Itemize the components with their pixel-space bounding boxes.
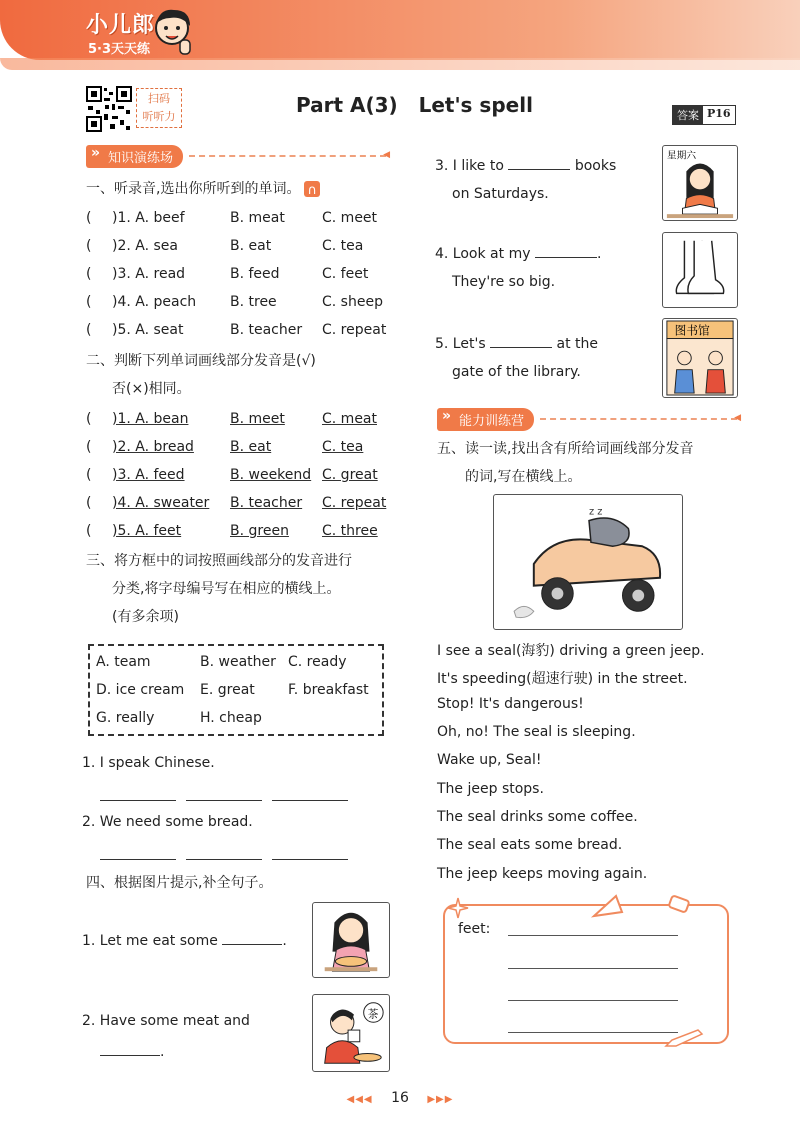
story-line: The jeep stops. xyxy=(437,781,544,797)
q5-heading-line1: 五、读一读,找出含有所给词画线部分发音 xyxy=(437,441,694,457)
answer-blank[interactable] xyxy=(100,800,176,801)
answer-blank[interactable] xyxy=(535,257,597,258)
answer-blank[interactable] xyxy=(508,935,678,936)
brand-subtitle: 5·3天天练 xyxy=(88,42,151,57)
q5-heading xyxy=(437,438,693,488)
q4-sentence-3-cont: on Saturdays. xyxy=(452,186,549,202)
q5-heading-line2: 的词,写在横线上。 xyxy=(465,469,582,485)
note-word: feet: xyxy=(458,921,491,937)
answer-blank[interactable] xyxy=(272,800,348,801)
story-line: Stop! It's dangerous! xyxy=(437,696,584,712)
story-line: It's speeding(超速行驶) in the street. xyxy=(437,671,688,687)
q1-heading-text: 一、听录音,选出你所听到的单词。 xyxy=(86,181,301,197)
q3-sentence-2: 2. We need some bread. xyxy=(82,814,253,830)
brand-logo: 小儿郎 xyxy=(86,12,156,38)
svg-text:z z: z z xyxy=(588,506,603,518)
next-arrows-icon: ▶▶▶ xyxy=(427,1094,454,1105)
q4-sentence-5: 5. Let's at the xyxy=(435,336,599,352)
q2-heading xyxy=(86,350,316,400)
list-item: ( )3. A. feed B. weekend C. great xyxy=(86,467,378,483)
story-line: Wake up, Seal! xyxy=(437,752,542,768)
q4-heading: 四、根据图片提示,补全句子。 xyxy=(86,875,273,891)
answer-blank[interactable] xyxy=(508,1032,678,1033)
pic5-label: 图书馆 xyxy=(674,323,710,338)
answer-tag xyxy=(672,105,736,125)
word-option: F. breakfast xyxy=(288,682,369,698)
boy-drinking-tea-image xyxy=(312,994,390,1072)
feet-image xyxy=(662,232,738,308)
answer-blank[interactable] xyxy=(508,968,678,969)
answer-blank[interactable] xyxy=(100,859,176,860)
library-gate-image xyxy=(662,318,738,398)
q3-heading xyxy=(86,550,352,628)
prev-arrows-icon: ◀◀◀ xyxy=(346,1094,373,1105)
list-item: ( )4. A. sweater B. teacher C. repeat xyxy=(86,495,387,511)
q3-heading-line2: 分类,将字母编号写在相应的横线上。 xyxy=(112,581,341,597)
answer-blank[interactable] xyxy=(222,944,282,945)
q4-sentence-5-cont: gate of the library. xyxy=(452,364,581,380)
word-option: D. ice cream xyxy=(96,682,185,698)
page-footer xyxy=(0,1090,800,1106)
q4-sentence-2-cont: . xyxy=(100,1044,164,1060)
q4-sentence-2: 2. Have some meat and xyxy=(82,1013,250,1029)
answer-label: 答案 xyxy=(673,106,703,124)
q4-sentence-1: 1. Let me eat some . xyxy=(82,933,287,949)
list-item: ( )1. A. bean B. meet C. meat xyxy=(86,411,377,427)
pic3-label: 星期六 xyxy=(666,150,697,162)
pencil-icon xyxy=(664,1028,704,1050)
answer-blank[interactable] xyxy=(186,859,262,860)
word-box xyxy=(88,644,384,736)
answer-blank[interactable] xyxy=(508,1000,678,1001)
page-title: Part A(3) Let's spell xyxy=(296,93,533,117)
answer-blank[interactable] xyxy=(272,859,348,860)
q3-heading-line1: 三、将方框中的词按照画线部分的发音进行 xyxy=(86,553,352,569)
q3-sentence-1: 1. I speak Chinese. xyxy=(82,755,215,771)
q2-list xyxy=(86,405,396,545)
q1-heading xyxy=(86,178,320,200)
headphones-icon[interactable] xyxy=(304,181,320,197)
ruler-eraser-icon xyxy=(590,892,700,922)
word-option: G. really xyxy=(96,710,155,726)
listen-label: 听听力 xyxy=(142,110,176,123)
answer-blank[interactable] xyxy=(508,169,570,170)
scan-label: 扫码 xyxy=(148,92,170,105)
list-item: ( )5. A. seat B. teacher C. repeat xyxy=(86,322,387,338)
list-item: ( )2. A. bread B. eat C. tea xyxy=(86,439,364,455)
girl-reading-image xyxy=(662,145,738,221)
word-option: C. ready xyxy=(288,654,347,670)
story-line: Oh, no! The seal is sleeping. xyxy=(437,724,636,740)
q3-heading-line3: (有多余项) xyxy=(112,609,179,625)
mascot-icon xyxy=(150,6,196,58)
section-banner-ability xyxy=(437,408,737,430)
section-banner-label: » 知识演练场 xyxy=(86,145,183,168)
word-option: E. great xyxy=(200,682,255,698)
list-item: ( )5. A. feet B. green C. three xyxy=(86,523,378,539)
banner-divider xyxy=(189,155,386,157)
list-item: ( )2. A. sea B. eat C. tea xyxy=(86,238,364,254)
qr-code[interactable] xyxy=(86,86,132,132)
list-item: ( )3. A. read B. feed C. feet xyxy=(86,266,369,282)
banner-divider xyxy=(540,418,737,420)
story-line: The seal eats some bread. xyxy=(437,837,623,853)
q1-list xyxy=(86,204,396,344)
answer-page: P16 xyxy=(707,107,731,120)
story-line: I see a seal(海豹) driving a green jeep. xyxy=(437,643,705,659)
word-option: B. weather xyxy=(200,654,276,670)
q2-heading-line1: 二、判断下列单词画线部分发音是(√) xyxy=(86,353,316,369)
q4-sentence-4: 4. Look at my . xyxy=(435,246,602,262)
answer-blank[interactable] xyxy=(490,347,552,348)
list-item: ( )1. A. beef B. meat C. meet xyxy=(86,210,378,226)
section-banner-knowledge xyxy=(86,145,386,167)
sparkle-icon xyxy=(446,896,470,920)
q2-heading-line2: 否(×)相同。 xyxy=(112,381,191,397)
q4-sentence-3: 3. I like to books xyxy=(435,158,617,174)
story-line: The jeep keeps moving again. xyxy=(437,866,648,882)
page-number: 16 xyxy=(391,1090,409,1106)
scan-listen-box xyxy=(136,88,182,128)
answer-blank[interactable] xyxy=(100,1055,160,1056)
pic2-label: 茶 xyxy=(367,1007,379,1021)
q4-sentence-4-cont: They're so big. xyxy=(452,274,556,290)
story-line: The seal drinks some coffee. xyxy=(437,809,638,825)
section-banner-label: » 能力训练营 xyxy=(437,408,534,431)
girl-eating-image xyxy=(312,902,390,978)
word-option: H. cheap xyxy=(200,710,262,726)
list-item: ( )4. A. peach B. tree C. sheep xyxy=(86,294,383,310)
word-option: A. team xyxy=(96,654,151,670)
seal-driving-jeep-image xyxy=(493,494,683,630)
answer-blank[interactable] xyxy=(186,800,262,801)
